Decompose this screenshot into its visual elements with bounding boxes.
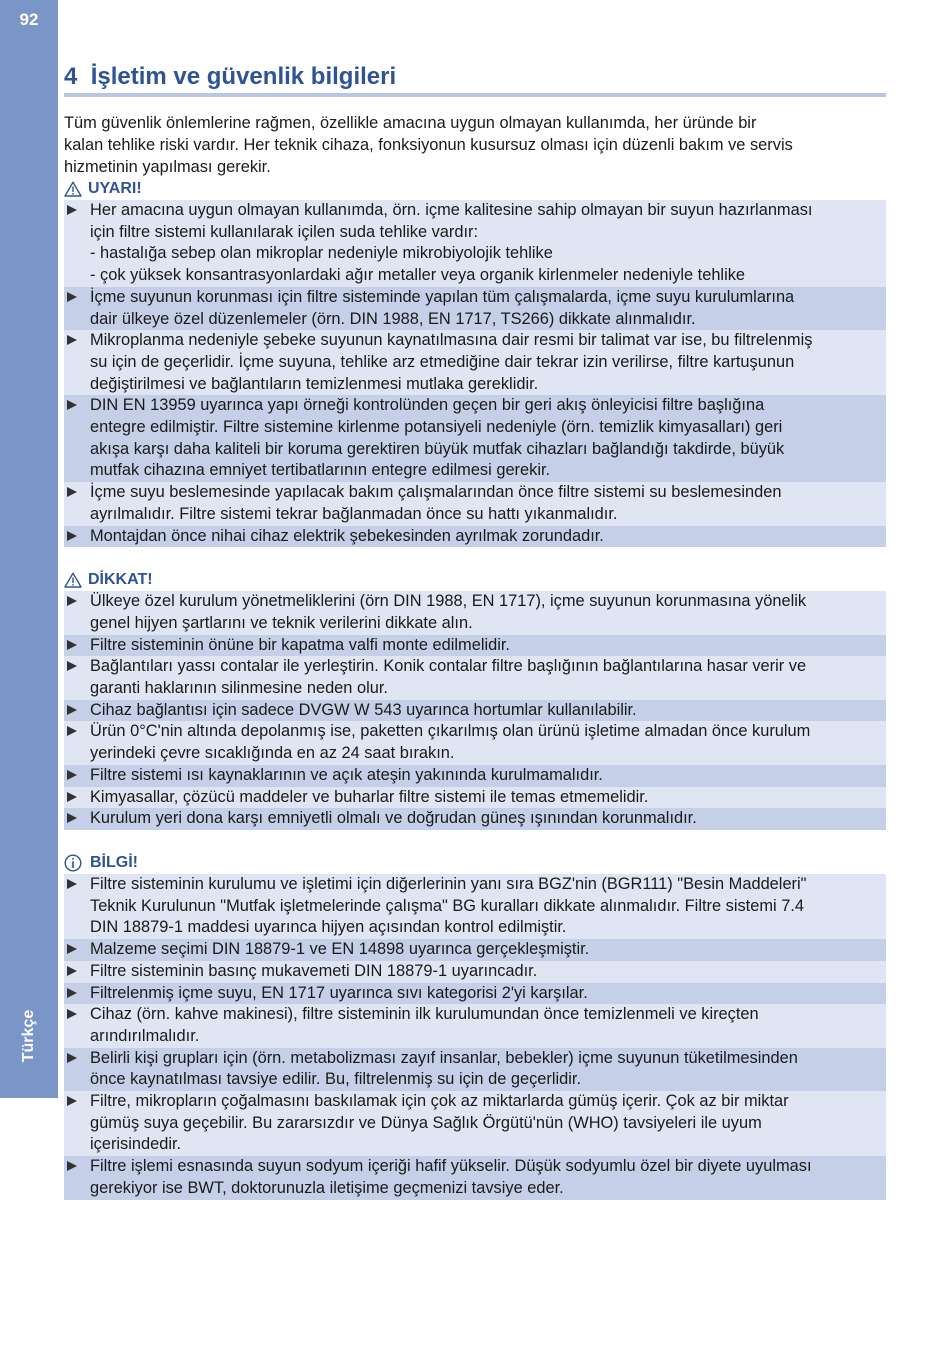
bullet-arrow-icon: [67, 1009, 77, 1019]
item-line: Filtre sisteminin basınç mukavemeti DIN 18879-1 uyarıncadır.: [90, 961, 538, 980]
bullet-arrow-icon: [67, 596, 77, 606]
list-item: [64, 482, 886, 525]
warning-triangle-icon: [64, 181, 82, 197]
info-list: [64, 874, 886, 1200]
page-content: [64, 112, 886, 1200]
list-item: [64, 721, 886, 764]
bullet-arrow-icon: [67, 792, 77, 802]
list-item: [64, 200, 886, 287]
item-line: - çok yüksek konsantrasyonlardaki ağır metaller veya organik kirlenmeler nedeniyle tehlike: [90, 266, 746, 285]
item-line: su için de geçerlidir. İçme suyuna, tehlike arz etmediğine dair tekrar izin verilirse, filtre kartuşunun: [90, 352, 795, 371]
item-line: garanti haklarının silinmesine neden olur.: [90, 679, 388, 698]
bullet-arrow-icon: [67, 292, 77, 302]
item-line: Ülkeye özel kurulum yönetmeliklerini (örn DIN 1988, EN 1717), içme suyunun korunmasına yönelik: [90, 592, 807, 611]
item-line: gerekiyor ise BWT, doktorunuzla iletişime geçmenizi tavsiye eder.: [90, 1178, 564, 1197]
list-item: [64, 765, 886, 787]
bullet-arrow-icon: [67, 1053, 77, 1063]
item-line: Filtre, mikropların çoğalmasını baskılamak için çok az miktarlarda gümüş içerir. Çok az bir miktar: [90, 1092, 789, 1111]
item-line: için filtre sistemi kullanılarak içilen suda tehlike vardır:: [90, 222, 479, 241]
item-line: Malzeme seçimi DIN 18879-1 ve EN 14898 uyarınca gerçekleşmiştir.: [90, 940, 590, 959]
bullet-arrow-icon: [67, 487, 77, 497]
list-item: [64, 1004, 886, 1047]
bullet-arrow-icon: [67, 988, 77, 998]
list-item: [64, 1048, 886, 1091]
item-line: İçme suyu beslemesinde yapılacak bakım çalışmalarından önce filtre sistemi su beslemesinden: [90, 483, 782, 502]
list-item: [64, 808, 886, 830]
language-tab-label: Türkçe: [20, 1009, 37, 1063]
item-line: akışa karşı daha kaliteli bir koruma gerektiren büyük mutfak cihazları bağlandığı takdirde, büyük: [90, 439, 785, 458]
item-line: İçme suyunun korunması için filtre sisteminde yapılan tüm çalışmalarda, içme suyu kurulumlarına: [90, 287, 795, 306]
bullet-arrow-icon: [67, 705, 77, 715]
bullet-arrow-icon: [67, 1161, 77, 1171]
bullet-arrow-icon: [67, 661, 77, 671]
item-line: içerisindedir.: [90, 1135, 182, 1154]
list-item: [64, 591, 886, 634]
list-item: [64, 656, 886, 699]
item-line: Ürün 0°C'nin altında depolanmış ise, paketten çıkarılmış olan ürünü işletime almadan önce kurulum: [90, 722, 811, 741]
bullet-arrow-icon: [67, 966, 77, 976]
list-item: [64, 395, 886, 482]
bullet-arrow-icon: [67, 531, 77, 541]
item-line: dair ülkeye özel düzenlemeler (örn. DIN 1988, EN 1717, TS266) dikkate alınmalıdır.: [90, 309, 696, 328]
bullet-arrow-icon: [67, 944, 77, 954]
list-item: [64, 961, 886, 983]
list-item: [64, 874, 886, 939]
bullet-arrow-icon: [67, 335, 77, 345]
list-item: [64, 1156, 886, 1199]
item-line: Her amacına uygun olmayan kullanımda, örn. içme kalitesine sahip olmayan bir suyun hazırlanması: [90, 201, 813, 219]
item-line: Kurulum yeri dona karşı emniyetli olmalı ve doğrudan güneş ışınından korunmalıdır.: [90, 809, 697, 828]
item-line: Bağlantıları yassı contalar ile yerleştirin. Konik contalar filtre başlığının bağlantılarına hasar verir ve: [90, 657, 807, 676]
page-number: 92: [19, 10, 39, 29]
item-line: genel hijyen şartlarını ve teknik verilerini dikkate alın.: [90, 613, 473, 632]
intro-line: hizmetinin yapılması gerekir.: [64, 158, 271, 176]
item-line: Filtre sisteminin kurulumu ve işletimi için diğerlerinin yanı sıra BGZ'nin (BGR111) "Besin Maddeleri": [90, 874, 807, 893]
list-item: [64, 526, 886, 548]
bullet-arrow-icon: [67, 1096, 77, 1106]
warning-triangle-icon: [64, 572, 82, 588]
item-line: gümüş suya geçebilir. Bu zararsızdır ve Dünya Sağlık Örgütü'nün (WHO) tavsiyeleri ile uyum: [90, 1113, 762, 1132]
bullet-arrow-icon: [67, 770, 77, 780]
bullet-arrow-icon: [67, 640, 77, 650]
item-line: değiştirilmesi ve bağlantıların temizlenmesi mutlaka gereklidir.: [90, 374, 539, 393]
bullet-arrow-icon: [67, 813, 77, 823]
list-item: [64, 635, 886, 657]
item-line: Filtre sistemi ısı kaynaklarının ve açık ateşin yakınında kurulmamalıdır.: [90, 765, 603, 784]
item-line: Teknik Kurulunun "Mutfak işletmelerinde çalışma" BG kuralları dikkate alınmalıdır. Filtre sistemi 7.4: [90, 896, 804, 915]
item-line: DIN 18879-1 maddesi uyarınca hijyen açısından kontrol edilmiştir.: [90, 918, 567, 937]
list-item: [64, 939, 886, 961]
caution-heading: [64, 569, 886, 591]
item-line: ayrılmalıdır. Filtre sistemi tekrar bağlanmadan önce su hattı yıkanmalıdır.: [90, 504, 618, 523]
section-number: 4: [64, 63, 78, 90]
caution-heading-text: DİKKAT!: [88, 571, 153, 589]
warning-heading-text: UYARI!: [88, 180, 142, 197]
info-heading: [64, 852, 886, 874]
item-line: Mikroplanma nedeniyle şebeke suyunun kaynatılmasına dair resmi bir talimat var ise, bu filtrelenmiş: [90, 331, 813, 350]
intro-paragraph: [64, 112, 886, 178]
title-underline: [64, 93, 886, 97]
item-line: arındırılmalıdır.: [90, 1026, 200, 1045]
intro-line: kalan tehlike riski vardır. Her teknik cihaza, fonksiyonun kusursuz olması için düzenli bakım ve servis: [64, 136, 793, 154]
item-line: DIN EN 13959 uyarınca yapı örneği kontrolünden geçen bir geri akış önleyicisi filtre başlığına: [90, 396, 765, 415]
section-title-text: İşletim ve güvenlik bilgileri: [90, 63, 397, 90]
caution-list: [64, 591, 886, 830]
bullet-arrow-icon: [67, 205, 77, 215]
item-line: Filtre işlemi esnasında suyun sodyum içeriği hafif yükselir. Düşük sodyumlu özel bir diyete uyulması: [90, 1157, 812, 1176]
item-line: yerindeki çevre sıcaklığında en az 24 saat bırakın.: [90, 744, 455, 763]
side-tab: [0, 0, 58, 1098]
item-line: Filtrelenmiş içme suyu, EN 1717 uyarınca sıvı kategorisi 2'yi karşılar.: [90, 983, 588, 1002]
list-item: [64, 983, 886, 1005]
intro-line: Tüm güvenlik önlemlerine rağmen, özellikle amacına uygun olmayan kullanımda, her üründe bir: [64, 114, 757, 132]
warning-heading: [64, 178, 886, 200]
list-item: [64, 330, 886, 395]
info-circle-icon: [64, 854, 82, 872]
item-line: mutfak cihazına emniyet tertibatlarının entegre edilmesi gerekir.: [90, 461, 551, 480]
section-title: [64, 62, 396, 92]
item-line: Cihaz bağlantısı için sadece DVGW W 543 uyarınca hortumlar kullanılabilir.: [90, 700, 637, 719]
item-line: entegre edilmiştir. Filtre sistemine kirlenme potansiyeli nedeniyle (örn. temizlik kimyasalları) geri: [90, 418, 783, 437]
bullet-arrow-icon: [67, 726, 77, 736]
item-line: - hastalığa sebep olan mikroplar nedeniyle mikrobiyolojik tehlike: [90, 244, 553, 263]
list-item: [64, 700, 886, 722]
warning-list: [64, 200, 886, 547]
item-line: Belirli kişi grupları için (örn. metabolizması zayıf insanlar, bebekler) içme suyunun tüketilmesinden: [90, 1048, 798, 1067]
item-line: Montajdan önce nihai cihaz elektrik şebekesinden ayrılmak zorundadır.: [90, 526, 604, 545]
item-line: Cihaz (örn. kahve makinesi), filtre sisteminin ilk kurulumundan önce temizlenmeli ve kireçten: [90, 1005, 759, 1024]
info-heading-text: BİLGİ!: [90, 853, 138, 871]
list-item: [64, 1091, 886, 1156]
list-item: [64, 287, 886, 330]
item-line: Filtre sisteminin önüne bir kapatma valfi monte edilmelidir.: [90, 635, 510, 654]
list-item: [64, 787, 886, 809]
item-line: Kimyasallar, çözücü maddeler ve buharlar filtre sistemi ile temas etmemelidir.: [90, 787, 649, 806]
item-line: önce kaynatılması tavsiye edilir. Bu, filtrelenmiş su için de geçerlidir.: [90, 1070, 582, 1089]
bullet-arrow-icon: [67, 400, 77, 410]
bullet-arrow-icon: [67, 879, 77, 889]
